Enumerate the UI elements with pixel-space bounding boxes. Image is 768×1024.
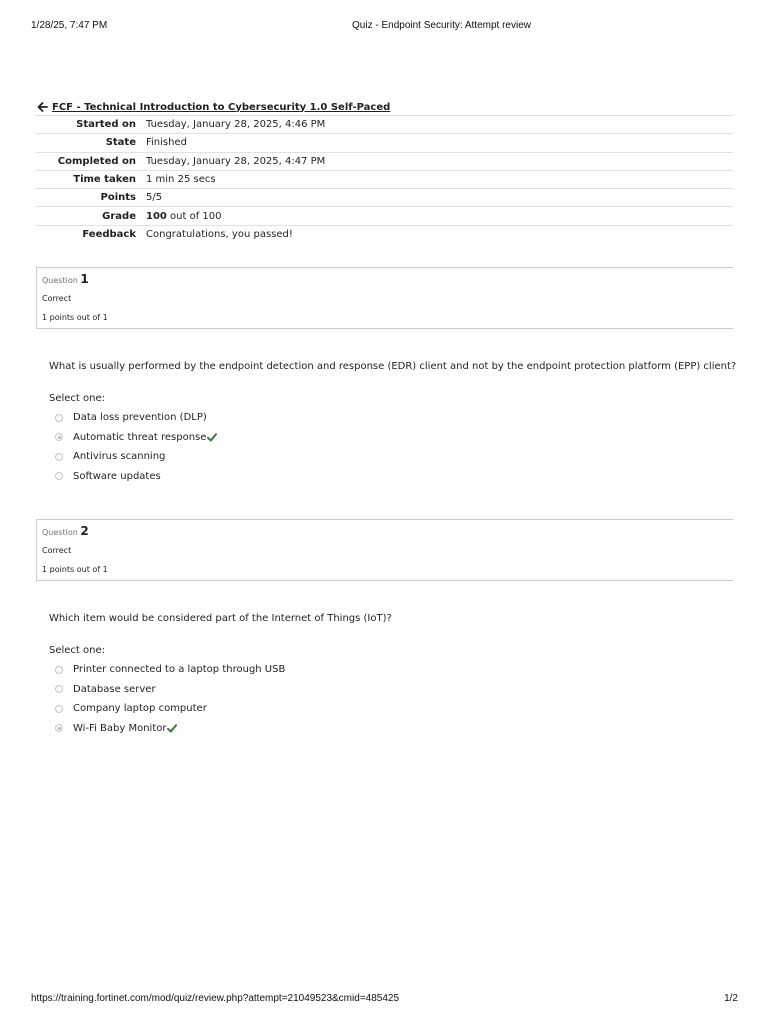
answer-option bbox=[55, 719, 455, 739]
answer-option bbox=[55, 447, 455, 467]
course-back-link[interactable] bbox=[36, 100, 390, 114]
answer-radio[interactable] bbox=[55, 685, 63, 693]
answer-radio-selected[interactable] bbox=[55, 433, 63, 441]
answer-radio[interactable] bbox=[55, 414, 63, 422]
summary-value: 1 min 25 secs bbox=[146, 170, 733, 188]
question-number-value: 2 bbox=[80, 524, 89, 538]
question-prefix: Question bbox=[42, 528, 78, 537]
question-2-answers bbox=[55, 660, 455, 738]
question-2-info bbox=[36, 519, 733, 581]
question-state: Correct bbox=[42, 546, 72, 555]
answer-radio[interactable] bbox=[55, 453, 63, 461]
check-icon bbox=[207, 433, 217, 442]
summary-label: State bbox=[36, 134, 146, 152]
summary-value: 5/5 bbox=[146, 189, 733, 207]
grade-out-of: out of 100 bbox=[166, 210, 222, 222]
summary-row-state bbox=[36, 134, 733, 152]
answer-radio-selected[interactable] bbox=[55, 724, 63, 732]
answer-label: Automatic threat response bbox=[73, 431, 207, 443]
answer-label: Data loss prevention (DLP) bbox=[73, 412, 207, 424]
summary-row-grade bbox=[36, 207, 733, 225]
summary-label: Time taken bbox=[36, 170, 146, 188]
print-header bbox=[0, 20, 768, 34]
print-page-number: 1/2 bbox=[724, 993, 738, 1004]
summary-row-feedback bbox=[36, 225, 733, 243]
question-2-prompt: Select one: bbox=[49, 645, 106, 656]
answer-label: Database server bbox=[73, 683, 156, 695]
answer-option bbox=[55, 699, 455, 719]
summary-label: Completed on bbox=[36, 152, 146, 170]
answer-option bbox=[55, 428, 455, 448]
question-1-text: What is usually performed by the endpoint detection and response (EDR) client and not by the endpoint protection platform (EPP) client? bbox=[49, 361, 737, 372]
question-grade: 1 points out of 1 bbox=[42, 565, 108, 574]
summary-value: Finished bbox=[146, 134, 733, 152]
summary-value: Tuesday, January 28, 2025, 4:46 PM bbox=[146, 116, 733, 134]
print-url: https://training.fortinet.com/mod/quiz/review.php?attempt=21049523&cmid=485425 bbox=[31, 993, 400, 1004]
summary-row-completed-on bbox=[36, 152, 733, 170]
question-state: Correct bbox=[42, 294, 72, 303]
print-datetime: 1/28/25, 7:47 PM bbox=[31, 20, 108, 31]
question-grade: 1 points out of 1 bbox=[42, 313, 108, 322]
answer-option bbox=[55, 660, 455, 680]
question-1-answers bbox=[55, 408, 455, 486]
summary-label: Points bbox=[36, 189, 146, 207]
summary-value: Tuesday, January 28, 2025, 4:47 PM bbox=[146, 152, 733, 170]
answer-option bbox=[55, 680, 455, 700]
summary-label: Feedback bbox=[82, 228, 136, 240]
answer-radio[interactable] bbox=[55, 705, 63, 713]
answer-option bbox=[55, 408, 455, 428]
print-page-title: Quiz - Endpoint Security: Attempt review bbox=[352, 20, 531, 31]
answer-label: Antivirus scanning bbox=[73, 451, 166, 463]
arrow-left-icon bbox=[36, 101, 48, 113]
summary-row-time-taken bbox=[36, 170, 733, 188]
question-number bbox=[42, 272, 89, 286]
question-2-text: Which item would be considered part of the Internet of Things (IoT)? bbox=[49, 613, 392, 624]
summary-label: Grade bbox=[36, 207, 146, 225]
question-1-info bbox=[36, 267, 733, 329]
summary-value bbox=[146, 207, 733, 225]
question-1-prompt: Select one: bbox=[49, 393, 106, 404]
check-icon bbox=[167, 724, 177, 733]
answer-radio[interactable] bbox=[55, 472, 63, 480]
answer-label: Company laptop computer bbox=[73, 703, 207, 715]
question-number-value: 1 bbox=[80, 272, 89, 286]
summary-row-points bbox=[36, 189, 733, 207]
question-prefix: Question bbox=[42, 276, 78, 285]
course-back-link-label: FCF - Technical Introduction to Cybersecurity 1.0 Self-Paced bbox=[52, 101, 391, 113]
grade-score: 100 bbox=[146, 210, 167, 222]
print-footer bbox=[0, 993, 768, 1007]
answer-label: Software updates bbox=[73, 470, 161, 482]
question-number bbox=[42, 524, 89, 538]
answer-label: Printer connected to a laptop through USB bbox=[73, 664, 286, 676]
summary-label: Started on bbox=[36, 116, 146, 134]
answer-radio[interactable] bbox=[55, 666, 63, 674]
summary-value: Congratulations, you passed! bbox=[146, 228, 293, 240]
summary-row-started-on bbox=[36, 116, 733, 134]
answer-option bbox=[55, 467, 455, 487]
attempt-summary-table bbox=[36, 115, 733, 243]
answer-label: Wi-Fi Baby Monitor bbox=[73, 722, 167, 734]
